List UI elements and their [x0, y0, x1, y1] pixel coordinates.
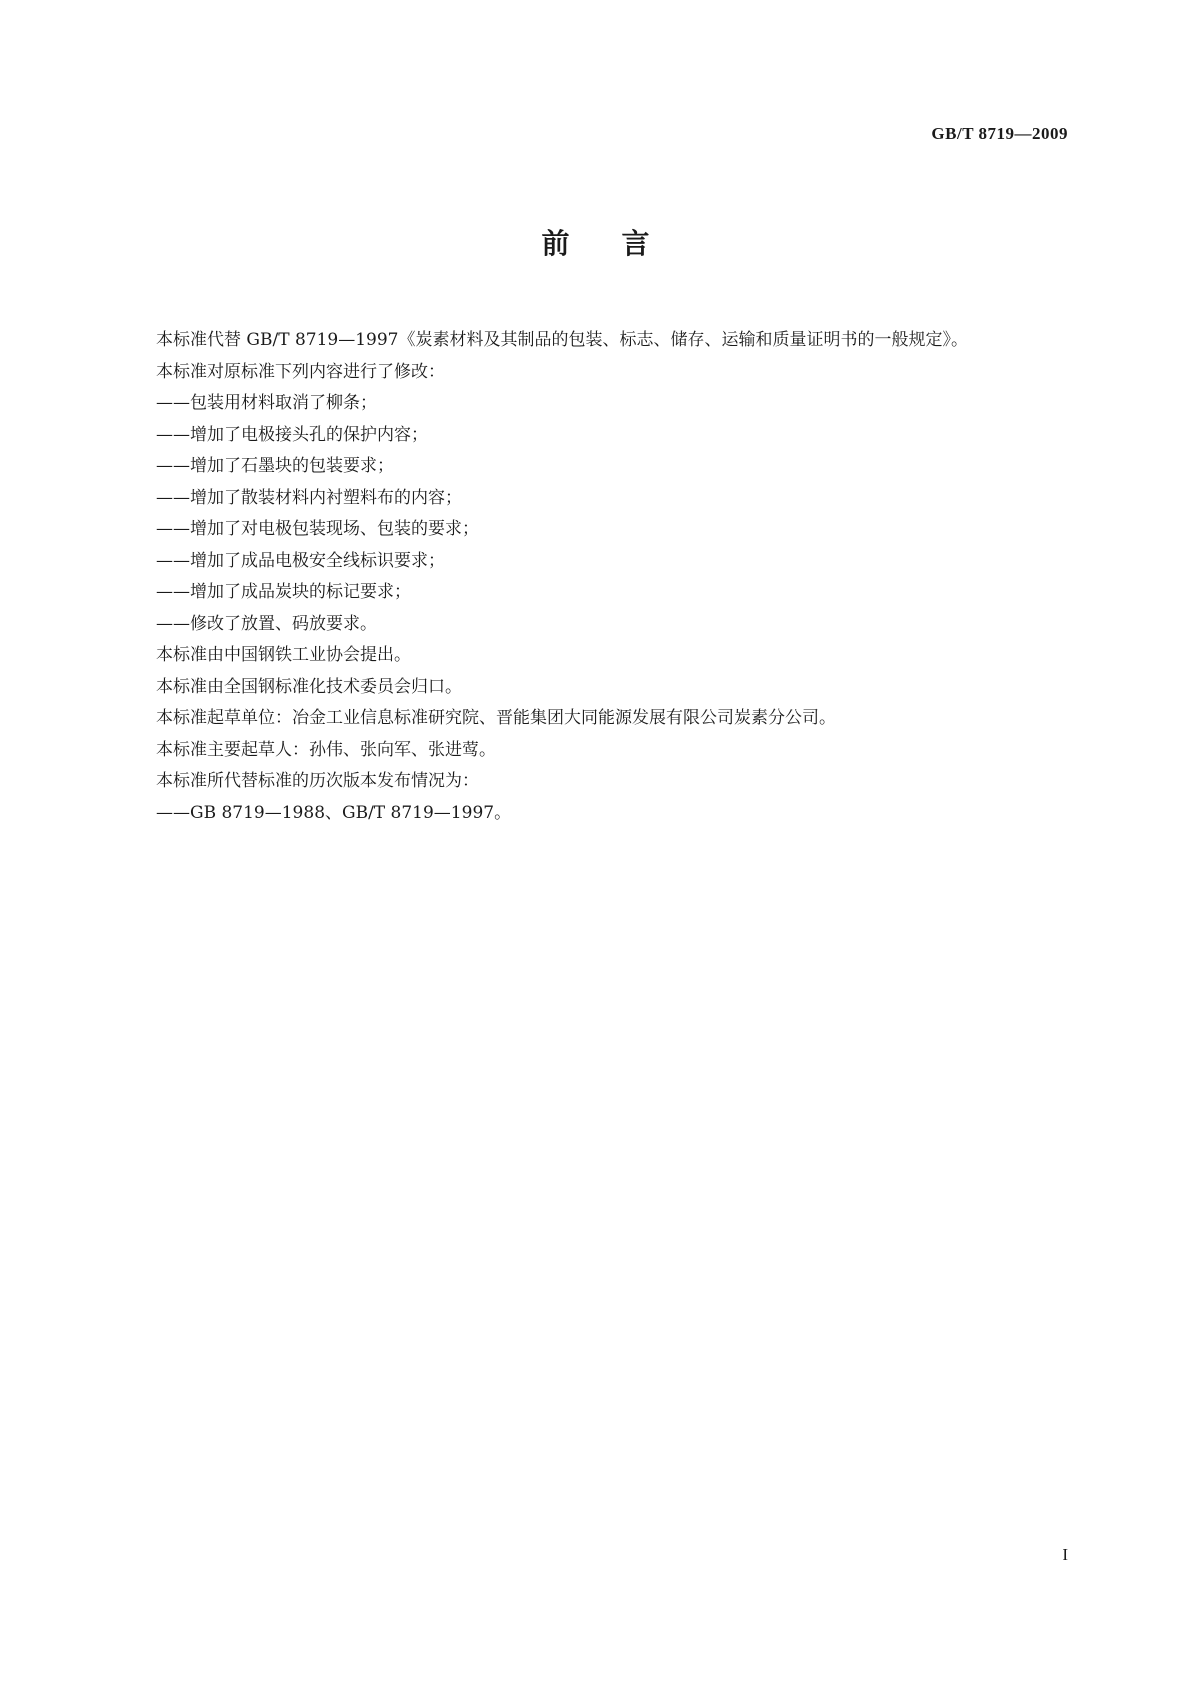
- list-item-change: ——包装用材料取消了柳条；: [156, 393, 377, 413]
- foreword-body: [122, 325, 1067, 829]
- paragraph-modified-intro: 本标准对原标准下列内容进行了修改：: [156, 361, 445, 382]
- list-item-change: ——增加了成品炭块的标记要求；: [156, 582, 411, 602]
- list-item-change: ——增加了散装材料内衬塑料布的内容；: [156, 487, 462, 508]
- list-item-history: ——GB 8719—1988、GB/T 8719—1997。: [156, 802, 512, 823]
- list-item-change: ——增加了成品电极安全线标识要求；: [156, 550, 445, 571]
- list-item-change: ——增加了电极接头孔的保护内容；: [156, 424, 428, 445]
- paragraph-drafters: 本标准主要起草人：孙伟、张向军、张进莺。: [156, 739, 496, 760]
- list-item-change: ——增加了对电极包装现场、包装的要求；: [156, 519, 479, 539]
- standard-number: GB/T 8719—2009: [931, 124, 1068, 143]
- paragraph-replaces: 本标准代替 GB/T 8719—1997《炭素材料及其制品的包装、标志、储存、运输和质量证明书的一般规定》。: [156, 330, 968, 350]
- paragraph-drafting-units: 本标准起草单位：冶金工业信息标准研究院、晋能集团大同能源发展有限公司炭素分公司。: [156, 708, 836, 728]
- list-item-change: ——修改了放置、码放要求。: [156, 613, 377, 634]
- paragraph-managed-by: 本标准由全国钢标准化技术委员会归口。: [156, 676, 462, 697]
- page-number: I: [1062, 1545, 1068, 1564]
- list-item-change: ——增加了石墨块的包装要求；: [156, 456, 394, 476]
- paragraph-proposed-by: 本标准由中国钢铁工业协会提出。: [156, 645, 411, 665]
- page-title: 前言: [541, 227, 702, 260]
- paragraph-history-intro: 本标准所代替标准的历次版本发布情况为：: [156, 771, 479, 791]
